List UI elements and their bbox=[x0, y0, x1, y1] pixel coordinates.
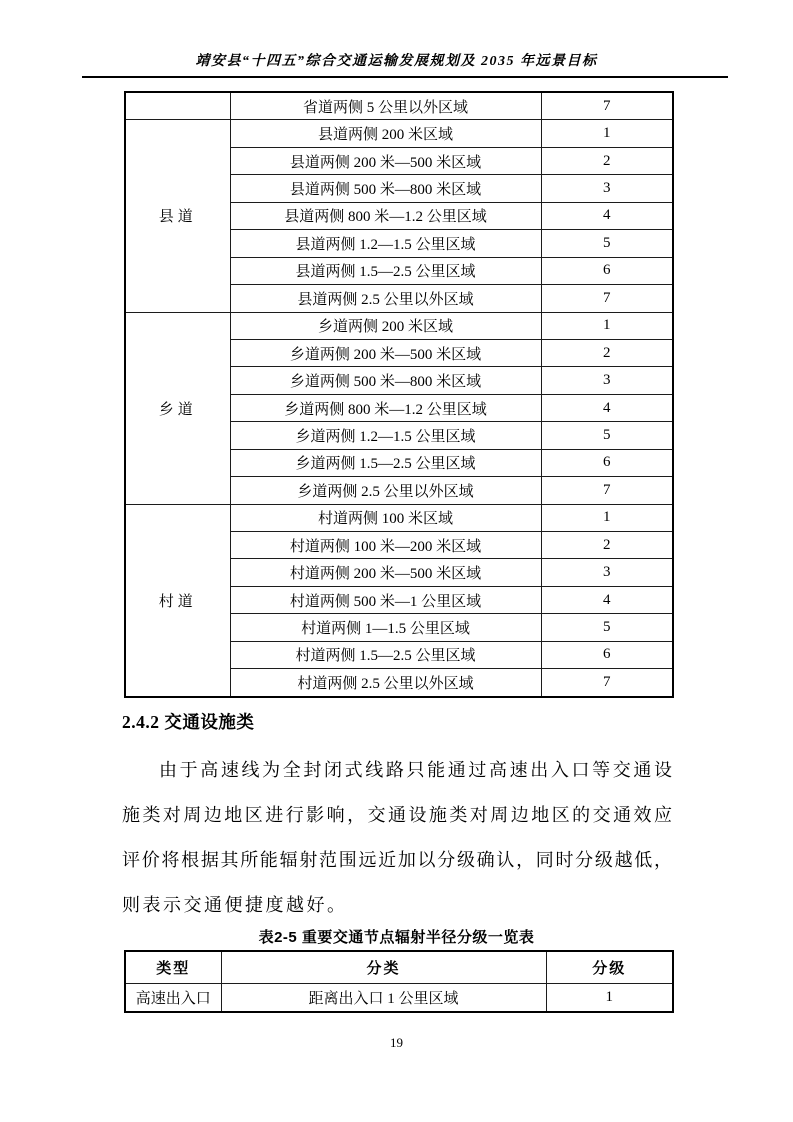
category-cell: 县道两侧 2.5 公里以外区域 bbox=[230, 285, 541, 312]
category-cell: 距离出入口 1 公里区域 bbox=[221, 984, 546, 1013]
category-cell: 乡道两侧 1.5—2.5 公里区域 bbox=[230, 449, 541, 476]
grade-cell: 4 bbox=[541, 202, 673, 229]
road-grading-table bbox=[124, 91, 674, 698]
category-cell: 乡道两侧 200 米—500 米区域 bbox=[230, 339, 541, 366]
table-row bbox=[125, 504, 673, 531]
grade-cell: 6 bbox=[541, 449, 673, 476]
grade-cell: 1 bbox=[541, 504, 673, 531]
grade-cell: 1 bbox=[541, 120, 673, 147]
grade-cell: 3 bbox=[541, 367, 673, 394]
road-group-label: 村道 bbox=[125, 504, 230, 697]
header-divider bbox=[82, 76, 728, 78]
grade-cell: 3 bbox=[541, 559, 673, 586]
category-cell: 县道两侧 1.5—2.5 公里区域 bbox=[230, 257, 541, 284]
body-paragraph bbox=[122, 748, 672, 928]
table-row bbox=[125, 92, 673, 120]
node-radius-table bbox=[124, 950, 674, 1013]
category-cell: 村道两侧 500 米—1 公里区域 bbox=[230, 586, 541, 613]
category-cell: 村道两侧 100 米—200 米区域 bbox=[230, 532, 541, 559]
category-cell: 县道两侧 1.2—1.5 公里区域 bbox=[230, 230, 541, 257]
road-group-label bbox=[125, 92, 230, 120]
road-group-label: 乡道 bbox=[125, 312, 230, 504]
column-header-grade: 分级 bbox=[546, 951, 673, 984]
paragraph-line: 评价将根据其所能辐射范围远近加以分级确认，同时分级越低， bbox=[122, 850, 672, 870]
table-header-row bbox=[125, 951, 673, 984]
grade-cell: 5 bbox=[541, 230, 673, 257]
grade-cell: 4 bbox=[541, 394, 673, 421]
grade-cell: 7 bbox=[541, 477, 673, 504]
section-heading: 2.4.2 交通设施类 bbox=[122, 712, 255, 732]
grade-cell: 5 bbox=[541, 614, 673, 641]
grade-cell: 2 bbox=[541, 339, 673, 366]
page-number: 19 bbox=[390, 1035, 403, 1050]
road-group-label: 县道 bbox=[125, 120, 230, 312]
grade-cell: 7 bbox=[541, 669, 673, 697]
grade-cell: 5 bbox=[541, 422, 673, 449]
category-cell: 村道两侧 200 米—500 米区域 bbox=[230, 559, 541, 586]
category-cell: 乡道两侧 800 米—1.2 公里区域 bbox=[230, 394, 541, 421]
category-cell: 乡道两侧 1.2—1.5 公里区域 bbox=[230, 422, 541, 449]
grade-cell: 3 bbox=[541, 175, 673, 202]
grade-cell: 7 bbox=[541, 285, 673, 312]
page-header-title: 靖安县“十四五”综合交通运输发展规划及 2035 年远景目标 bbox=[195, 54, 598, 69]
category-cell: 乡道两侧 2.5 公里以外区域 bbox=[230, 477, 541, 504]
grade-cell: 1 bbox=[546, 984, 673, 1013]
category-cell: 村道两侧 2.5 公里以外区域 bbox=[230, 669, 541, 697]
table-row bbox=[125, 984, 673, 1013]
category-cell: 县道两侧 500 米—800 米区域 bbox=[230, 175, 541, 202]
category-cell: 村道两侧 100 米区域 bbox=[230, 504, 541, 531]
category-cell: 乡道两侧 200 米区域 bbox=[230, 312, 541, 339]
column-header-category: 分类 bbox=[221, 951, 546, 984]
grade-cell: 2 bbox=[541, 147, 673, 174]
column-header-type: 类型 bbox=[125, 951, 221, 984]
grade-cell: 7 bbox=[541, 92, 673, 120]
paragraph-line: 则表示交通便捷度越好。 bbox=[122, 895, 348, 915]
grade-cell: 4 bbox=[541, 586, 673, 613]
grade-cell: 6 bbox=[541, 641, 673, 668]
category-cell: 县道两侧 200 米—500 米区域 bbox=[230, 147, 541, 174]
table-caption: 表2-5 重要交通节点辐射半径分级一览表 bbox=[258, 929, 535, 946]
category-cell: 村道两侧 1—1.5 公里区域 bbox=[230, 614, 541, 641]
category-cell: 省道两侧 5 公里以外区域 bbox=[230, 92, 541, 120]
grade-cell: 2 bbox=[541, 532, 673, 559]
type-cell: 高速出入口 bbox=[125, 984, 221, 1013]
category-cell: 县道两侧 200 米区域 bbox=[230, 120, 541, 147]
table-row bbox=[125, 120, 673, 147]
category-cell: 乡道两侧 500 米—800 米区域 bbox=[230, 367, 541, 394]
grade-cell: 6 bbox=[541, 257, 673, 284]
paragraph-line: 由于高速线为全封闭式线路只能通过高速出入口等交通设 bbox=[159, 760, 672, 780]
grade-cell: 1 bbox=[541, 312, 673, 339]
category-cell: 县道两侧 800 米—1.2 公里区域 bbox=[230, 202, 541, 229]
paragraph-line: 施类对周边地区进行影响，交通设施类对周边地区的交通效应 bbox=[122, 805, 672, 825]
table-row bbox=[125, 312, 673, 339]
category-cell: 村道两侧 1.5—2.5 公里区域 bbox=[230, 641, 541, 668]
